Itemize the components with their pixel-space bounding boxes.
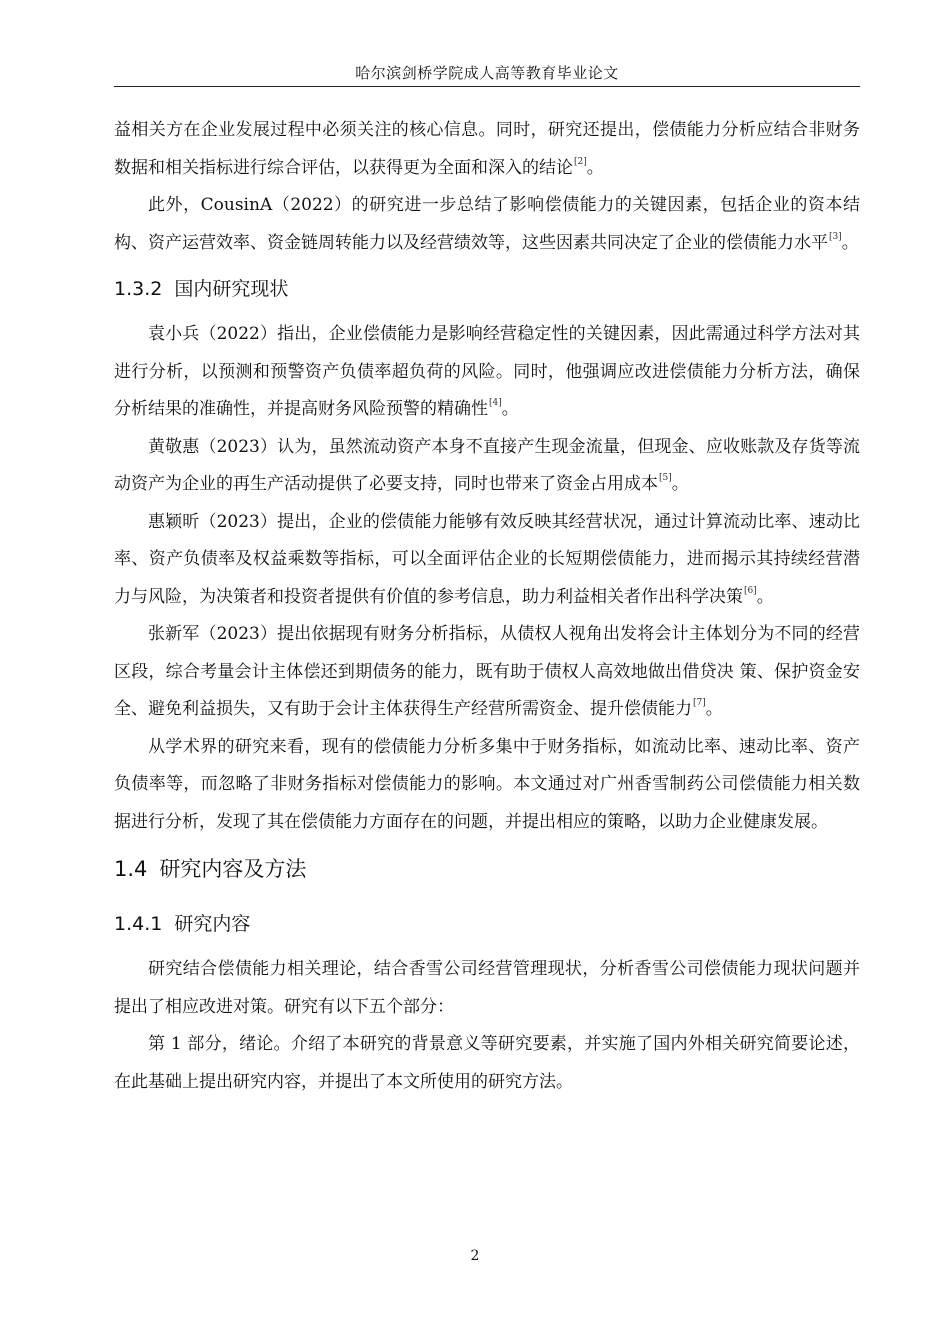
citation: [7] [693, 698, 706, 708]
section-heading-1-3-2: 1.3.2 国内研究现状 [114, 278, 289, 300]
header-rule [114, 86, 860, 87]
paragraph-zhang: 张新军（2023）提出依据现有财务分析指标，从债权人视角出发将会计主体划分为不同的经营区段，综合考量会计主体偿还到期债务的能力，既有助于债权人高效地做出借贷决 策、保护资金安全、避免利益损失，又有助于会计主体获得生产经营所需资金、提升偿债能力[7]。 [114, 624, 860, 719]
citation: [3] [829, 231, 842, 242]
paragraph-yuan: 袁小兵（2022）指出，企业偿债能力是影响经营稳定性的关键因素，因此需通过科学方法对其进行分析，以预测和预警资产负债率超负荷的风险。同时，他强调应改进偿债能力分析方法，确保分析结果的准确性，并提高财务风险预警的精确性[4]。 [114, 324, 860, 419]
paragraph-part-1: 第 1 部分，绪论。介绍了本研究的背景意义等研究要素，并实施了国内外相关研究简要论述，在此基础上提出研究内容，并提出了本文所使用的研究方法。 [114, 1034, 860, 1092]
paragraph-huang: 黄敬惠（2023）认为，虽然流动资产本身不直接产生现金流量，但现金、应收账款及存货等流动资产为企业的再生产活动提供了必要支持，同时也带来了资金占用成本[5]。 [114, 436, 860, 494]
paragraph-continuation: 益相关方在企业发展过程中必须关注的核心信息。同时，研究还提出，偿债能力分析应结合非财务数据和相关指标进行综合评估，以获得更为全面和深入的结论[2]。 [114, 120, 860, 178]
page-number: 2 [470, 1248, 480, 1264]
section-heading-1-4: 1.4 研究内容及方法 [114, 857, 307, 881]
section-heading-1-4-1: 1.4.1 研究内容 [114, 913, 251, 935]
citation: [6] [744, 585, 757, 596]
paragraph-summary: 从学术界的研究来看，现有的偿债能力分析多集中于财务指标，如流动比率、速动比率、资产负债率等，而忽略了非财务指标对偿债能力的影响。本文通过对广州香雪制药公司偿债能力相关数据进行分析，发现了其在偿债能力方面存在的问题，并提出相应的策略，以助力企业健康发展。 [114, 736, 860, 832]
citation: [2] [574, 156, 587, 167]
paragraph-research-content: 研究结合偿债能力相关理论，结合香雪公司经营管理现状，分析香雪公司偿债能力现状问题并提出了相应改进对策。研究有以下五个部分： [114, 959, 860, 1017]
citation: [4] [489, 398, 502, 408]
paragraph-cousin: 此外，CousinA（2022）的研究进一步总结了影响偿债能力的关键因素，包括企业的资本结构、资产运营效率、资金链周转能力以及经营绩效等，这些因素共同决定了企业的偿债能力水平[3]。 [114, 195, 860, 253]
page-body [114, 112, 860, 1101]
citation: [5] [659, 473, 672, 483]
running-header: 哈尔滨剑桥学院成人高等教育毕业论文 [355, 64, 619, 82]
paragraph-hui: 惠颖昕（2023）提出，企业的偿债能力能够有效反映其经营状况，通过计算流动比率、速动比率、资产负债率及权益乘数等指标，可以全面评估企业的长短期偿债能力，进而揭示其持续经营潜力与风险，为决策者和投资者提供有价值的参考信息，助力利益相关者作出科学决策[6]。 [114, 511, 860, 607]
